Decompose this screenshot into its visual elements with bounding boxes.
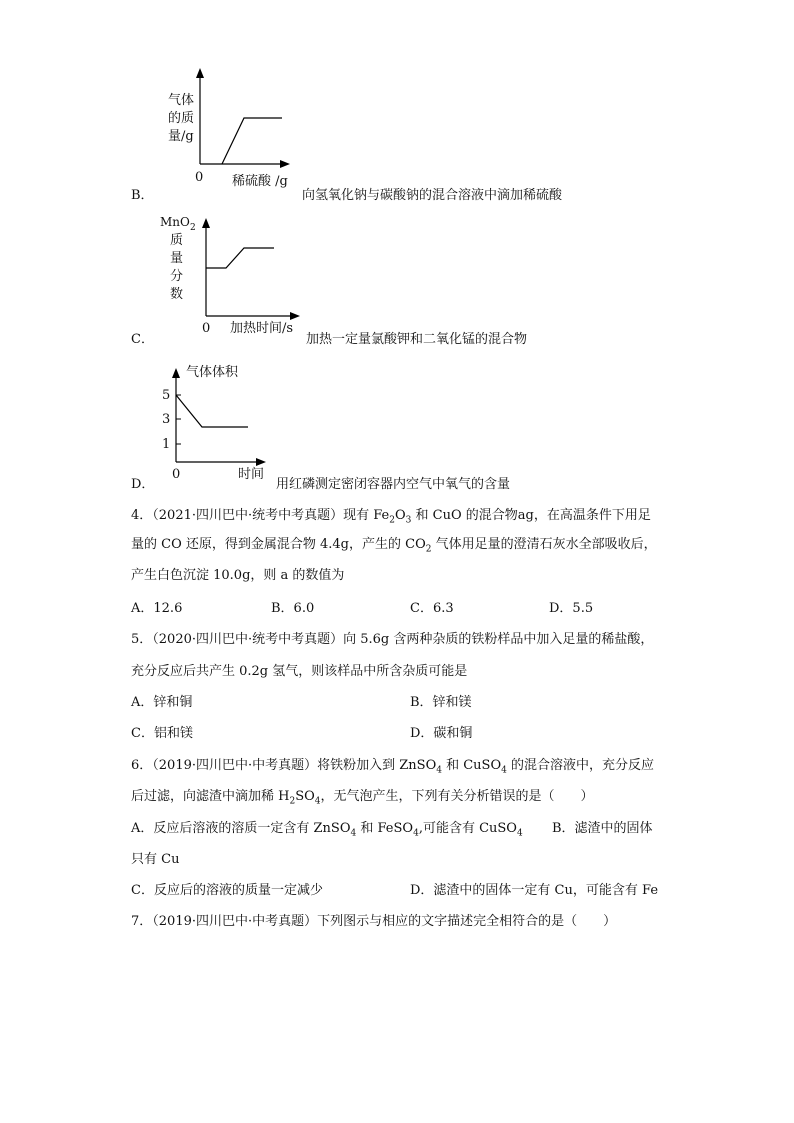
graph-d-x-arrow [256,458,266,466]
q6-option-b-cont: 只有 Cu [131,852,180,867]
graph-c-ylabel-sub: 2 [190,223,196,233]
graph-d-tick-label-3: 3 [162,412,171,427]
graph-c-ylabel-char-4: 数 [170,287,184,302]
q4-line1: 4．（2021·四川巴中·统考中考真题）现有 $Fe_2O_3$ 和 CuO 的混合物ag，在高温条件下用足 [131,508,651,526]
q5-option-c: C．铝和镁 [131,726,193,741]
graph-b-y-arrow [196,68,204,78]
q4-option-b: B．6.0 [271,601,315,616]
graph-b [160,64,300,192]
graph-c-x-arrow [290,312,300,320]
q5-option-d: D．碳和铜 [410,726,473,741]
graph-b-curve [222,118,282,164]
q4-line2: 量的 CO 还原，得到金属混合物 4.4g，产生的 $CO_2$ 气体用足量的澄清石灰水全部吸收后， [131,537,657,555]
q6-option-d: D．滤渣中的固体一定有 Cu，可能含有 Fe [410,883,659,898]
graph-d-tick-label-5: 5 [162,388,171,403]
q4-option-d: D．5.5 [549,601,594,616]
option-c-caption: 加热一定量氯酸钾和二氧化锰的混合物 [306,332,528,347]
q5-option-a: A．锌和铜 [131,695,193,710]
q4-option-c: C．6.3 [410,601,454,616]
graph-c [156,208,306,338]
q5-option-b: B．锌和镁 [410,695,472,710]
graph-c-ylabel-top: MnO [160,215,190,229]
q6-line1: 6．（2019·四川巴中·中考真题）将铁粉加入到 ZnSO$_4$ 和 CuSO$_4$ 的混合溶液中，充分反应 [131,758,654,776]
q6-option-c: C．反应后的溶液的质量一定减少 [131,883,323,898]
graph-d-xlabel: 时间 [238,467,265,482]
q6-line2: 后过滤，向滤渣中滴加稀 $H_2SO_4$，无气泡产生，下列有关分析错误的是（ ） [131,789,594,807]
q6-option-a: A．反应后溶液的溶质一定含有 ZnSO$_4$ 和 FeSO$_4$,可能含有 CuSO$_4$ [131,821,523,839]
graph-c-curve [206,248,274,268]
option-d-caption: 用红磷测定密闭容器内空气中氧气的含量 [276,477,511,492]
q4-option-a: A．12.6 [131,601,183,616]
graph-b-x-arrow [280,160,290,168]
graph-b-xlabel: 稀硫酸 /g [232,174,288,189]
graph-d-tick-label-1: 1 [162,437,171,452]
option-b-caption: 向氢氧化钠与碳酸钠的混合溶液中滴加稀硫酸 [302,188,563,203]
graph-b-origin: 0 [195,170,204,185]
graph-c-ylabel-char-3: 分 [170,269,184,284]
graph-c-ylabel-char-2: 量 [170,251,184,266]
q5-line2: 充分反应后共产生 0.2g 氢气，则该样品中所含杂质可能是 [131,664,468,679]
option-b-letter: B． [131,188,154,203]
graph-d-curve [176,395,248,427]
option-c-letter: C． [131,332,154,347]
q6-option-b: B．滤渣中的固体 [552,821,653,836]
graph-b-ylabel-2: 的质 [168,111,195,126]
graph-c-origin: 0 [202,321,211,336]
graph-c-ylabel-char-1: 质 [170,233,184,248]
graph-c-y-arrow [202,218,210,228]
graph-d-ylabel: 气体体积 [186,365,239,380]
graph-c-xlabel: 加热时间/s [230,321,294,336]
graph-d-origin: 0 [172,467,181,482]
graph-d [158,358,278,486]
q4-line3: 产生白色沉淀 10.0g，则 a 的数值为 [131,568,345,583]
graph-d-y-arrow [172,368,180,378]
q5-line1: 5．（2020·四川巴中·统考中考真题）向 5.6g 含两种杂质的铁粉样品中加入足量的稀盐酸， [131,632,654,647]
q7-line1: 7．（2019·四川巴中·中考真题）下列图示与相应的文字描述完全相符合的是（ ） [131,914,617,929]
graph-b-ylabel-1: 气体 [168,93,195,108]
graph-b-ylabel-3: 量/g [168,129,194,144]
option-d-letter: D． [131,477,155,492]
